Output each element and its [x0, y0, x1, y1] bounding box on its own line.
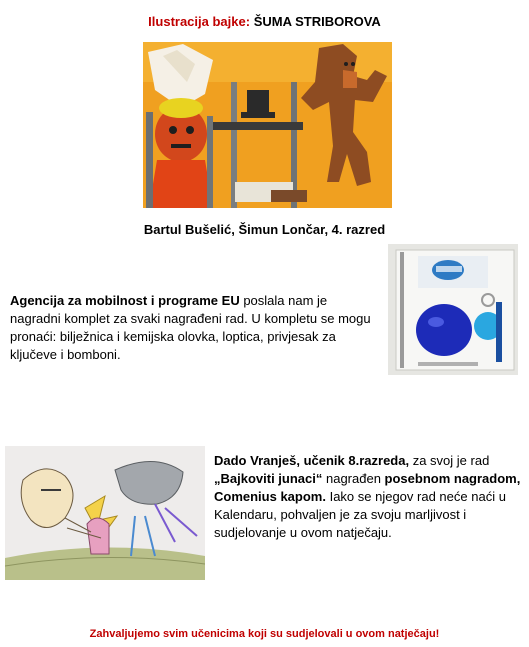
drawing-image [5, 446, 205, 580]
award-text-2: nagrađen [322, 471, 385, 486]
agency-name: Agencija za mobilnost i programe EU [10, 293, 240, 308]
thanks-message: Zahvaljujemo svim učenicima koji su sudjelovali u ovom natječaju! [89, 628, 440, 640]
award-name: posebnom nagradom, Comenius kapom. [214, 471, 521, 504]
prize-kit-image [388, 244, 518, 375]
illustration-caption: Bartul Bušelić, Šimun Lončar, 4. razred [143, 222, 386, 237]
title-label: Ilustracija bajke: [148, 14, 251, 29]
student-name: Dado Vranješ, učenik 8.razreda, [214, 453, 410, 468]
award-text-3: Iako se njegov rad neće naći u Kalendaru, pohvaljen je za svoju marljivost i sudjelovanje u ovom natječaju. [214, 489, 506, 540]
title-text: ŠUMA STRIBOROVA [253, 14, 381, 29]
award-paragraph [214, 452, 522, 542]
prize-paragraph [10, 292, 378, 364]
work-title: „Bajkoviti junaci“ [214, 471, 323, 486]
award-text-1: za svoj je rad [409, 453, 490, 468]
prize-text: poslala nam je nagradni komplet za svaki nagrađeni rad. U kompletu se mogu pronaći: bilježnica i kemijska olovka, loptica, privjesak za ključeve i bomboni. [10, 293, 371, 362]
page-title [0, 14, 529, 29]
collage-image [143, 42, 392, 208]
